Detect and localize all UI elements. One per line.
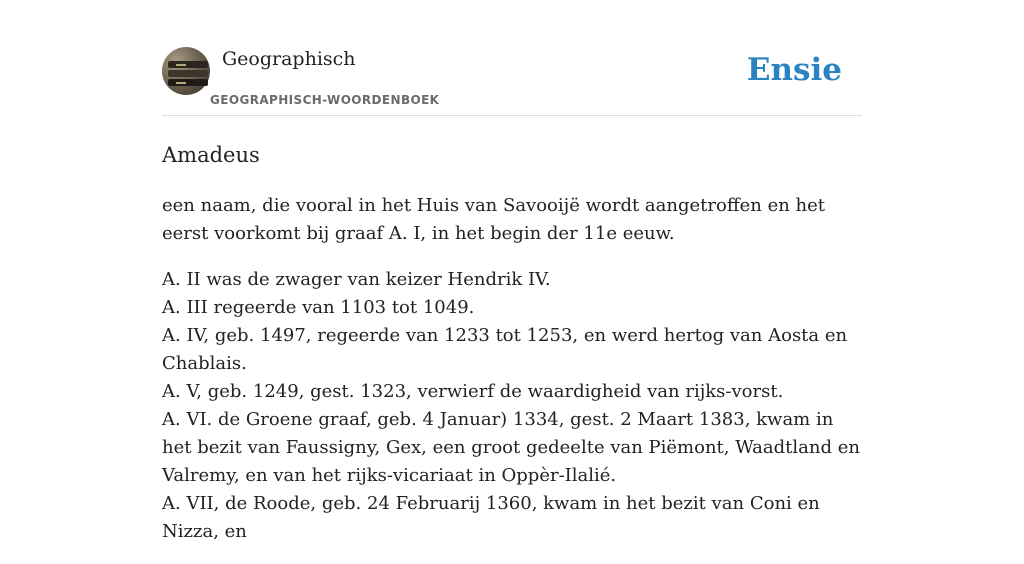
entry-line: A. II was de zwager van keizer Hendrik IV. (162, 269, 551, 290)
entry-line: A. VII, de Roode, geb. 24 Februarij 1360, kwam in het bezit van Coni en Nizza, en (162, 493, 820, 542)
article-entries (162, 266, 862, 546)
book-spine-image (168, 79, 208, 86)
book-spine-image (168, 61, 208, 68)
book-spine-detail (176, 82, 186, 84)
book-spine-image (168, 70, 208, 77)
brand-logo[interactable]: Ensie (746, 52, 842, 88)
source-title[interactable]: Geographisch (222, 48, 356, 70)
source-slug[interactable]: GEOGRAPHISCH-WOORDENBOEK (210, 93, 440, 107)
article-title: Amadeus (162, 143, 260, 167)
source-avatar[interactable] (162, 47, 210, 95)
header-divider (162, 115, 862, 116)
book-spine-detail (176, 64, 186, 66)
entry-line: A. IV, geb. 1497, regeerde van 1233 tot 1253, en werd hertog van Aosta en Chablais. (162, 325, 848, 374)
entry-line: A. VI. de Groene graaf, geb. 4 Januar) 1334, gest. 2 Maart 1383, kwam in het bezit van Faussigny, Gex, een groot gedeelte van Piëmont, Waadtland en Valremy, en van het rijks-vicariaat in Oppèr-Ilalié. (162, 409, 860, 486)
header (162, 46, 862, 116)
article-intro: een naam, die vooral in het Huis van Savooijë wordt aangetroffen en het eerst voorkomt bij graaf A. I, in het begin der 11e eeuw. (162, 195, 826, 244)
article-body (162, 192, 862, 564)
entry-line: A. III regeerde van 1103 tot 1049. (162, 297, 475, 318)
entry-line: A. V, geb. 1249, gest. 1323, verwierf de waardigheid van rijks-vorst. (162, 381, 784, 402)
